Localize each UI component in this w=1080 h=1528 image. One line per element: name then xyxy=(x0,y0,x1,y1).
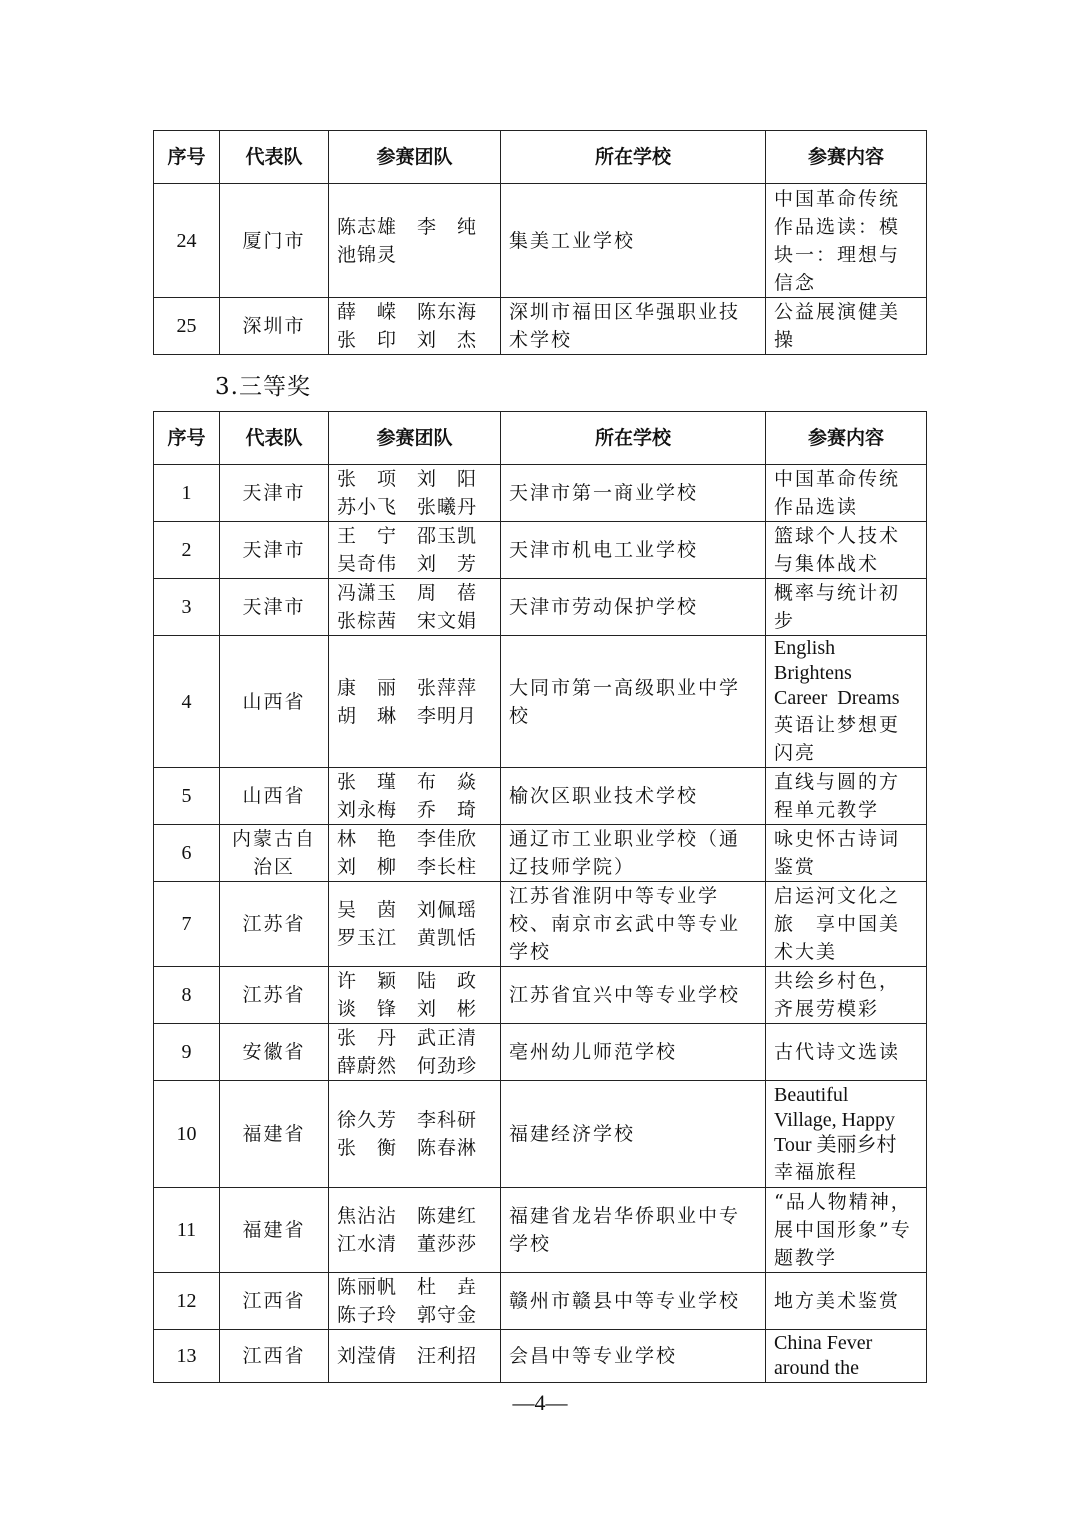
table-row xyxy=(154,184,927,298)
cell-content xyxy=(766,636,927,768)
cell-content-line: 公益展演健美 xyxy=(774,301,901,323)
cell-content-line: Beautiful xyxy=(774,1083,849,1106)
cell-team-city: 福建省 xyxy=(220,1188,329,1273)
cell-no: 10 xyxy=(154,1081,220,1188)
table-row xyxy=(154,465,927,522)
table-row xyxy=(154,967,927,1024)
cell-team-city: 天津市 xyxy=(220,465,329,522)
cell-no: 8 xyxy=(154,967,220,1024)
cell-content xyxy=(766,298,927,355)
cell-school xyxy=(501,768,766,825)
cell-school xyxy=(501,825,766,882)
cell-school xyxy=(501,636,766,768)
cell-team-city: 天津市 xyxy=(220,522,329,579)
cell-team-city: 厦门市 xyxy=(220,184,329,298)
table-row xyxy=(154,1024,927,1081)
cell-school xyxy=(501,298,766,355)
cell-team-city: 山西省 xyxy=(220,636,329,768)
cell-members-line: 林 艳 李佳欣 xyxy=(337,828,478,850)
cell-school xyxy=(501,1081,766,1188)
cell-content-line: English xyxy=(774,637,836,659)
cell-content-line: 齐展劳模彩 xyxy=(774,998,880,1020)
cell-content-line: 闪亮 xyxy=(774,742,817,764)
table-row xyxy=(154,636,927,768)
section-title-third-prize: 3.三等奖 xyxy=(215,374,311,400)
cell-content xyxy=(766,1188,927,1273)
cell-members xyxy=(329,882,501,967)
cell-content-line: Tour 美丽乡村 xyxy=(774,1133,897,1156)
cell-members-line: 张 印 刘 杰 xyxy=(337,329,478,351)
cell-content-line: 旅 享中国美 xyxy=(774,913,901,935)
cell-school xyxy=(501,522,766,579)
cell-content-line: Village, Happy xyxy=(774,1108,895,1131)
cell-content-line: 信念 xyxy=(774,271,817,294)
cell-members-line: 池锦灵 xyxy=(337,243,398,266)
header-no: 序号 xyxy=(154,131,220,184)
cell-members-line: 许 颖 陆 政 xyxy=(337,970,478,992)
cell-no: 24 xyxy=(154,184,220,298)
cell-school-line: 大同市第一高级职业中学 xyxy=(509,676,741,699)
cell-content-line: 术大美 xyxy=(774,941,838,963)
cell-team-city: 深圳市 xyxy=(220,298,329,355)
cell-school-line: 亳州幼儿师范学校 xyxy=(509,1041,678,1063)
table-row xyxy=(154,825,927,882)
cell-school-line: 集美工业学校 xyxy=(509,229,636,252)
header-members: 参赛团队 xyxy=(329,412,501,465)
cell-school xyxy=(501,184,766,298)
cell-members-line: 张 瑾 布 焱 xyxy=(337,771,478,793)
cell-content-line: 题教学 xyxy=(774,1247,838,1269)
cell-school-line: 天津市第一商业学校 xyxy=(509,482,699,504)
cell-school-line: 福建经济学校 xyxy=(509,1123,636,1145)
cell-members-line: 陈子玲 郭守金 xyxy=(337,1304,478,1326)
cell-content xyxy=(766,184,927,298)
cell-content-line: 古代诗文选读 xyxy=(774,1041,901,1063)
cell-no: 9 xyxy=(154,1024,220,1081)
cell-content-line: 操 xyxy=(774,329,796,351)
cell-school-line: 辽技师学院） xyxy=(509,856,636,878)
cell-team-city: 福建省 xyxy=(220,1081,329,1188)
cell-team-city: 江西省 xyxy=(220,1273,329,1330)
cell-content xyxy=(766,1081,927,1188)
awards-table-second-prize-continued xyxy=(153,130,927,355)
cell-members xyxy=(329,465,501,522)
cell-school-line: 会昌中等专业学校 xyxy=(509,1345,678,1367)
cell-members-line: 康 丽 张萍萍 xyxy=(337,676,478,699)
cell-school-line: 学校 xyxy=(509,1233,552,1255)
cell-school-line: 福建省龙岩华侨职业中专 xyxy=(509,1205,741,1227)
cell-members-line: 薛 嵘 陈东海 xyxy=(337,301,478,323)
cell-members-line: 吴奇伟 刘 芳 xyxy=(337,553,478,575)
header-school: 所在学校 xyxy=(501,412,766,465)
cell-no: 12 xyxy=(154,1273,220,1330)
cell-school-line: 术学校 xyxy=(509,329,573,351)
cell-members-line: 刘 柳 李长柱 xyxy=(337,856,478,878)
cell-members xyxy=(329,579,501,636)
cell-school-line: 天津市劳动保护学校 xyxy=(509,596,699,618)
cell-school-line: 江苏省淮阴中等专业学 xyxy=(509,885,720,907)
cell-no: 4 xyxy=(154,636,220,768)
cell-team-city: 江西省 xyxy=(220,1330,329,1383)
cell-members xyxy=(329,298,501,355)
cell-content-line: 共绘乡村色， xyxy=(774,970,901,992)
table-header-row xyxy=(154,412,927,465)
cell-content xyxy=(766,768,927,825)
cell-members-line: 冯潇玉 周 蓓 xyxy=(337,582,478,604)
cell-school xyxy=(501,579,766,636)
cell-team-city: 天津市 xyxy=(220,579,329,636)
cell-members-line: 苏小飞 张曦丹 xyxy=(337,496,478,518)
cell-content xyxy=(766,825,927,882)
cell-content xyxy=(766,967,927,1024)
cell-no: 3 xyxy=(154,579,220,636)
cell-members xyxy=(329,1273,501,1330)
cell-members-line: 陈丽帆 杜 垚 xyxy=(337,1276,478,1298)
cell-content-line: 作品选读 xyxy=(774,496,859,518)
cell-no: 2 xyxy=(154,522,220,579)
cell-members-line: 薛蔚然 何劲珍 xyxy=(337,1055,478,1077)
cell-members-line: 吴 茵 刘佩瑶 xyxy=(337,899,478,921)
cell-members-line: 徐久芳 李科研 xyxy=(337,1109,478,1131)
cell-content xyxy=(766,1273,927,1330)
cell-content xyxy=(766,882,927,967)
cell-school xyxy=(501,1273,766,1330)
table-row xyxy=(154,579,927,636)
awards-table-third-prize xyxy=(153,411,927,1383)
header-members: 参赛团队 xyxy=(329,131,501,184)
table-row xyxy=(154,882,927,967)
cell-members xyxy=(329,1188,501,1273)
cell-content-line: 展中国形象”专 xyxy=(774,1219,912,1241)
cell-no: 13 xyxy=(154,1330,220,1383)
cell-members-line: 江水清 董莎莎 xyxy=(337,1233,478,1255)
cell-team-city: 江苏省 xyxy=(220,967,329,1024)
cell-content-line: 鉴赏 xyxy=(774,856,817,878)
table-row xyxy=(154,768,927,825)
table-row xyxy=(154,522,927,579)
cell-members xyxy=(329,1024,501,1081)
cell-school-line: 校 xyxy=(509,704,531,727)
cell-team-city: 内蒙古自治区 xyxy=(220,825,329,882)
cell-members xyxy=(329,1081,501,1188)
cell-no: 6 xyxy=(154,825,220,882)
cell-content xyxy=(766,522,927,579)
cell-content-line: 中国革命传统 xyxy=(774,187,901,210)
cell-content-line: 启运河文化之 xyxy=(774,885,901,907)
cell-members xyxy=(329,768,501,825)
cell-content-line: 程单元教学 xyxy=(774,799,880,821)
cell-members-line: 罗玉江 黄凯恬 xyxy=(337,927,478,949)
cell-no: 1 xyxy=(154,465,220,522)
cell-content-line: 概率与统计初 xyxy=(774,582,901,604)
cell-content-line: 作品选读：模 xyxy=(774,215,901,238)
header-content: 参赛内容 xyxy=(766,131,927,184)
table-row xyxy=(154,1188,927,1273)
cell-no: 5 xyxy=(154,768,220,825)
cell-school-line: 深圳市福田区华强职业技 xyxy=(509,301,741,323)
table-row xyxy=(154,1273,927,1330)
header-no: 序号 xyxy=(154,412,220,465)
cell-school-line: 赣州市赣县中等专业学校 xyxy=(509,1290,741,1312)
cell-members-line: 谈 锋 刘 彬 xyxy=(337,998,478,1020)
cell-content xyxy=(766,579,927,636)
cell-school-line: 榆次区职业技术学校 xyxy=(509,785,699,807)
header-team-city: 代表队 xyxy=(220,131,329,184)
cell-content-line: 地方美术鉴赏 xyxy=(774,1290,901,1312)
cell-school xyxy=(501,882,766,967)
table-header-row xyxy=(154,131,927,184)
header-team-city: 代表队 xyxy=(220,412,329,465)
cell-content xyxy=(766,1330,927,1383)
cell-team-city: 安徽省 xyxy=(220,1024,329,1081)
cell-members-line: 王 宁 邵玉凯 xyxy=(337,525,478,547)
cell-content-line: 咏史怀古诗词 xyxy=(774,828,901,850)
cell-members xyxy=(329,1330,501,1383)
cell-members xyxy=(329,184,501,298)
cell-school xyxy=(501,1024,766,1081)
table-row xyxy=(154,1330,927,1383)
cell-content-line: Brightens xyxy=(774,662,852,684)
cell-members xyxy=(329,825,501,882)
cell-content-line: “品人物精神， xyxy=(774,1191,912,1213)
cell-content-line: Career Dreams xyxy=(774,687,900,709)
header-school: 所在学校 xyxy=(501,131,766,184)
cell-school-line: 校、南京市玄武中等专业 xyxy=(509,913,741,935)
cell-team-city: 山西省 xyxy=(220,768,329,825)
cell-members-line: 张 衡 陈春淋 xyxy=(337,1137,478,1159)
cell-members-line: 胡 琳 李明月 xyxy=(337,704,478,727)
cell-content xyxy=(766,1024,927,1081)
cell-school-line: 通辽市工业职业学校（通 xyxy=(509,828,741,850)
cell-members-line: 刘滢倩 汪利招 xyxy=(337,1345,478,1367)
cell-school-line: 江苏省宜兴中等专业学校 xyxy=(509,984,741,1006)
cell-content-line: 直线与圆的方 xyxy=(774,771,901,793)
cell-team-city: 江苏省 xyxy=(220,882,329,967)
cell-members-line: 陈志雄 李 纯 xyxy=(337,215,478,238)
cell-content xyxy=(766,465,927,522)
cell-members-line: 张 丹 武正清 xyxy=(337,1027,478,1049)
page-number: —4— xyxy=(512,1390,568,1415)
cell-content-line: 篮球个人技术 xyxy=(774,525,901,547)
cell-members xyxy=(329,636,501,768)
cell-content-line: 中国革命传统 xyxy=(774,468,901,490)
cell-content-line: 英语让梦想更 xyxy=(774,714,901,736)
cell-content-line: 幸福旅程 xyxy=(774,1160,859,1183)
cell-school xyxy=(501,1188,766,1273)
cell-no: 11 xyxy=(154,1188,220,1273)
cell-members xyxy=(329,967,501,1024)
cell-school-line: 天津市机电工业学校 xyxy=(509,539,699,561)
cell-content-line: around the xyxy=(774,1357,859,1379)
cell-no: 7 xyxy=(154,882,220,967)
cell-school-line: 学校 xyxy=(509,941,552,963)
cell-members-line: 刘永梅 乔 琦 xyxy=(337,799,478,821)
table-row xyxy=(154,298,927,355)
cell-members-line: 张 项 刘 阳 xyxy=(337,468,478,490)
cell-no: 25 xyxy=(154,298,220,355)
cell-members-line: 焦沾沾 陈建红 xyxy=(337,1205,478,1227)
header-content: 参赛内容 xyxy=(766,412,927,465)
cell-members xyxy=(329,522,501,579)
cell-content-line: 步 xyxy=(774,610,796,632)
cell-content-line: 块一：理想与 xyxy=(774,243,901,266)
cell-content-line: 与集体战术 xyxy=(774,553,880,575)
cell-content-line: China Fever xyxy=(774,1332,873,1354)
cell-school xyxy=(501,465,766,522)
cell-members-line: 张棕茜 宋文娟 xyxy=(337,610,478,632)
cell-school xyxy=(501,967,766,1024)
table-row xyxy=(154,1081,927,1188)
cell-school xyxy=(501,1330,766,1383)
